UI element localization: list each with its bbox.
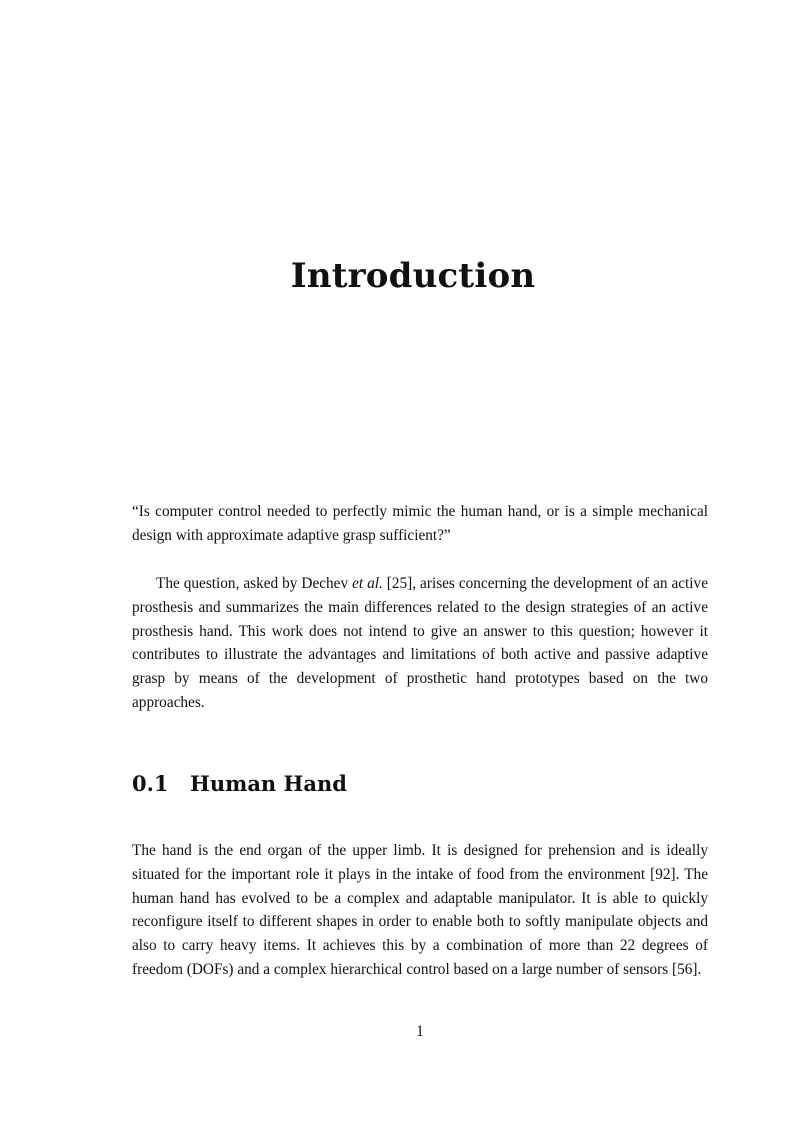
human-hand-paragraph: The hand is the end organ of the upper limb. It is designed for prehension and is ideally situated for the important role it plays in the intake of food from the environment [92]. The human hand has evolved to be a complex and adaptable manipulator. It is able to quickly reconfigure itself to different shapes in order to enable both to softly manipulate objects and also to carry heavy items. It achieves this by a combination of more than 22 degrees of freedom (DOFs) and a complex hierarchical control based on a large number of sensors [56]. [132,842,708,978]
page-number: 1 [416,1023,424,1040]
et-al-italic: et al. [352,575,383,592]
intro-text-rest: [25], arises concerning the development of an active prosthesis and summarizes the main differences related to the design strategies of an active prosthesis hand. This work does not intend to give an answer to this question; however it contributes to illustrate the advantages and limitations of both active and passive adaptive grasp by means of the development of prosthetic hand prototypes based on the two approaches. [132,575,708,711]
chapter-title: Introduction [290,256,536,296]
intro-paragraph [132,572,708,715]
opening-quote: “Is computer control needed to perfectly mimic the human hand, or is a simple mechanical design with approximate adaptive grasp sufficient?” [132,503,708,544]
intro-text-start: The question, asked by Dechev [156,575,353,592]
section-title: Human Hand [190,771,347,796]
section-number: 0.1 [132,771,169,796]
section-heading [132,770,347,798]
